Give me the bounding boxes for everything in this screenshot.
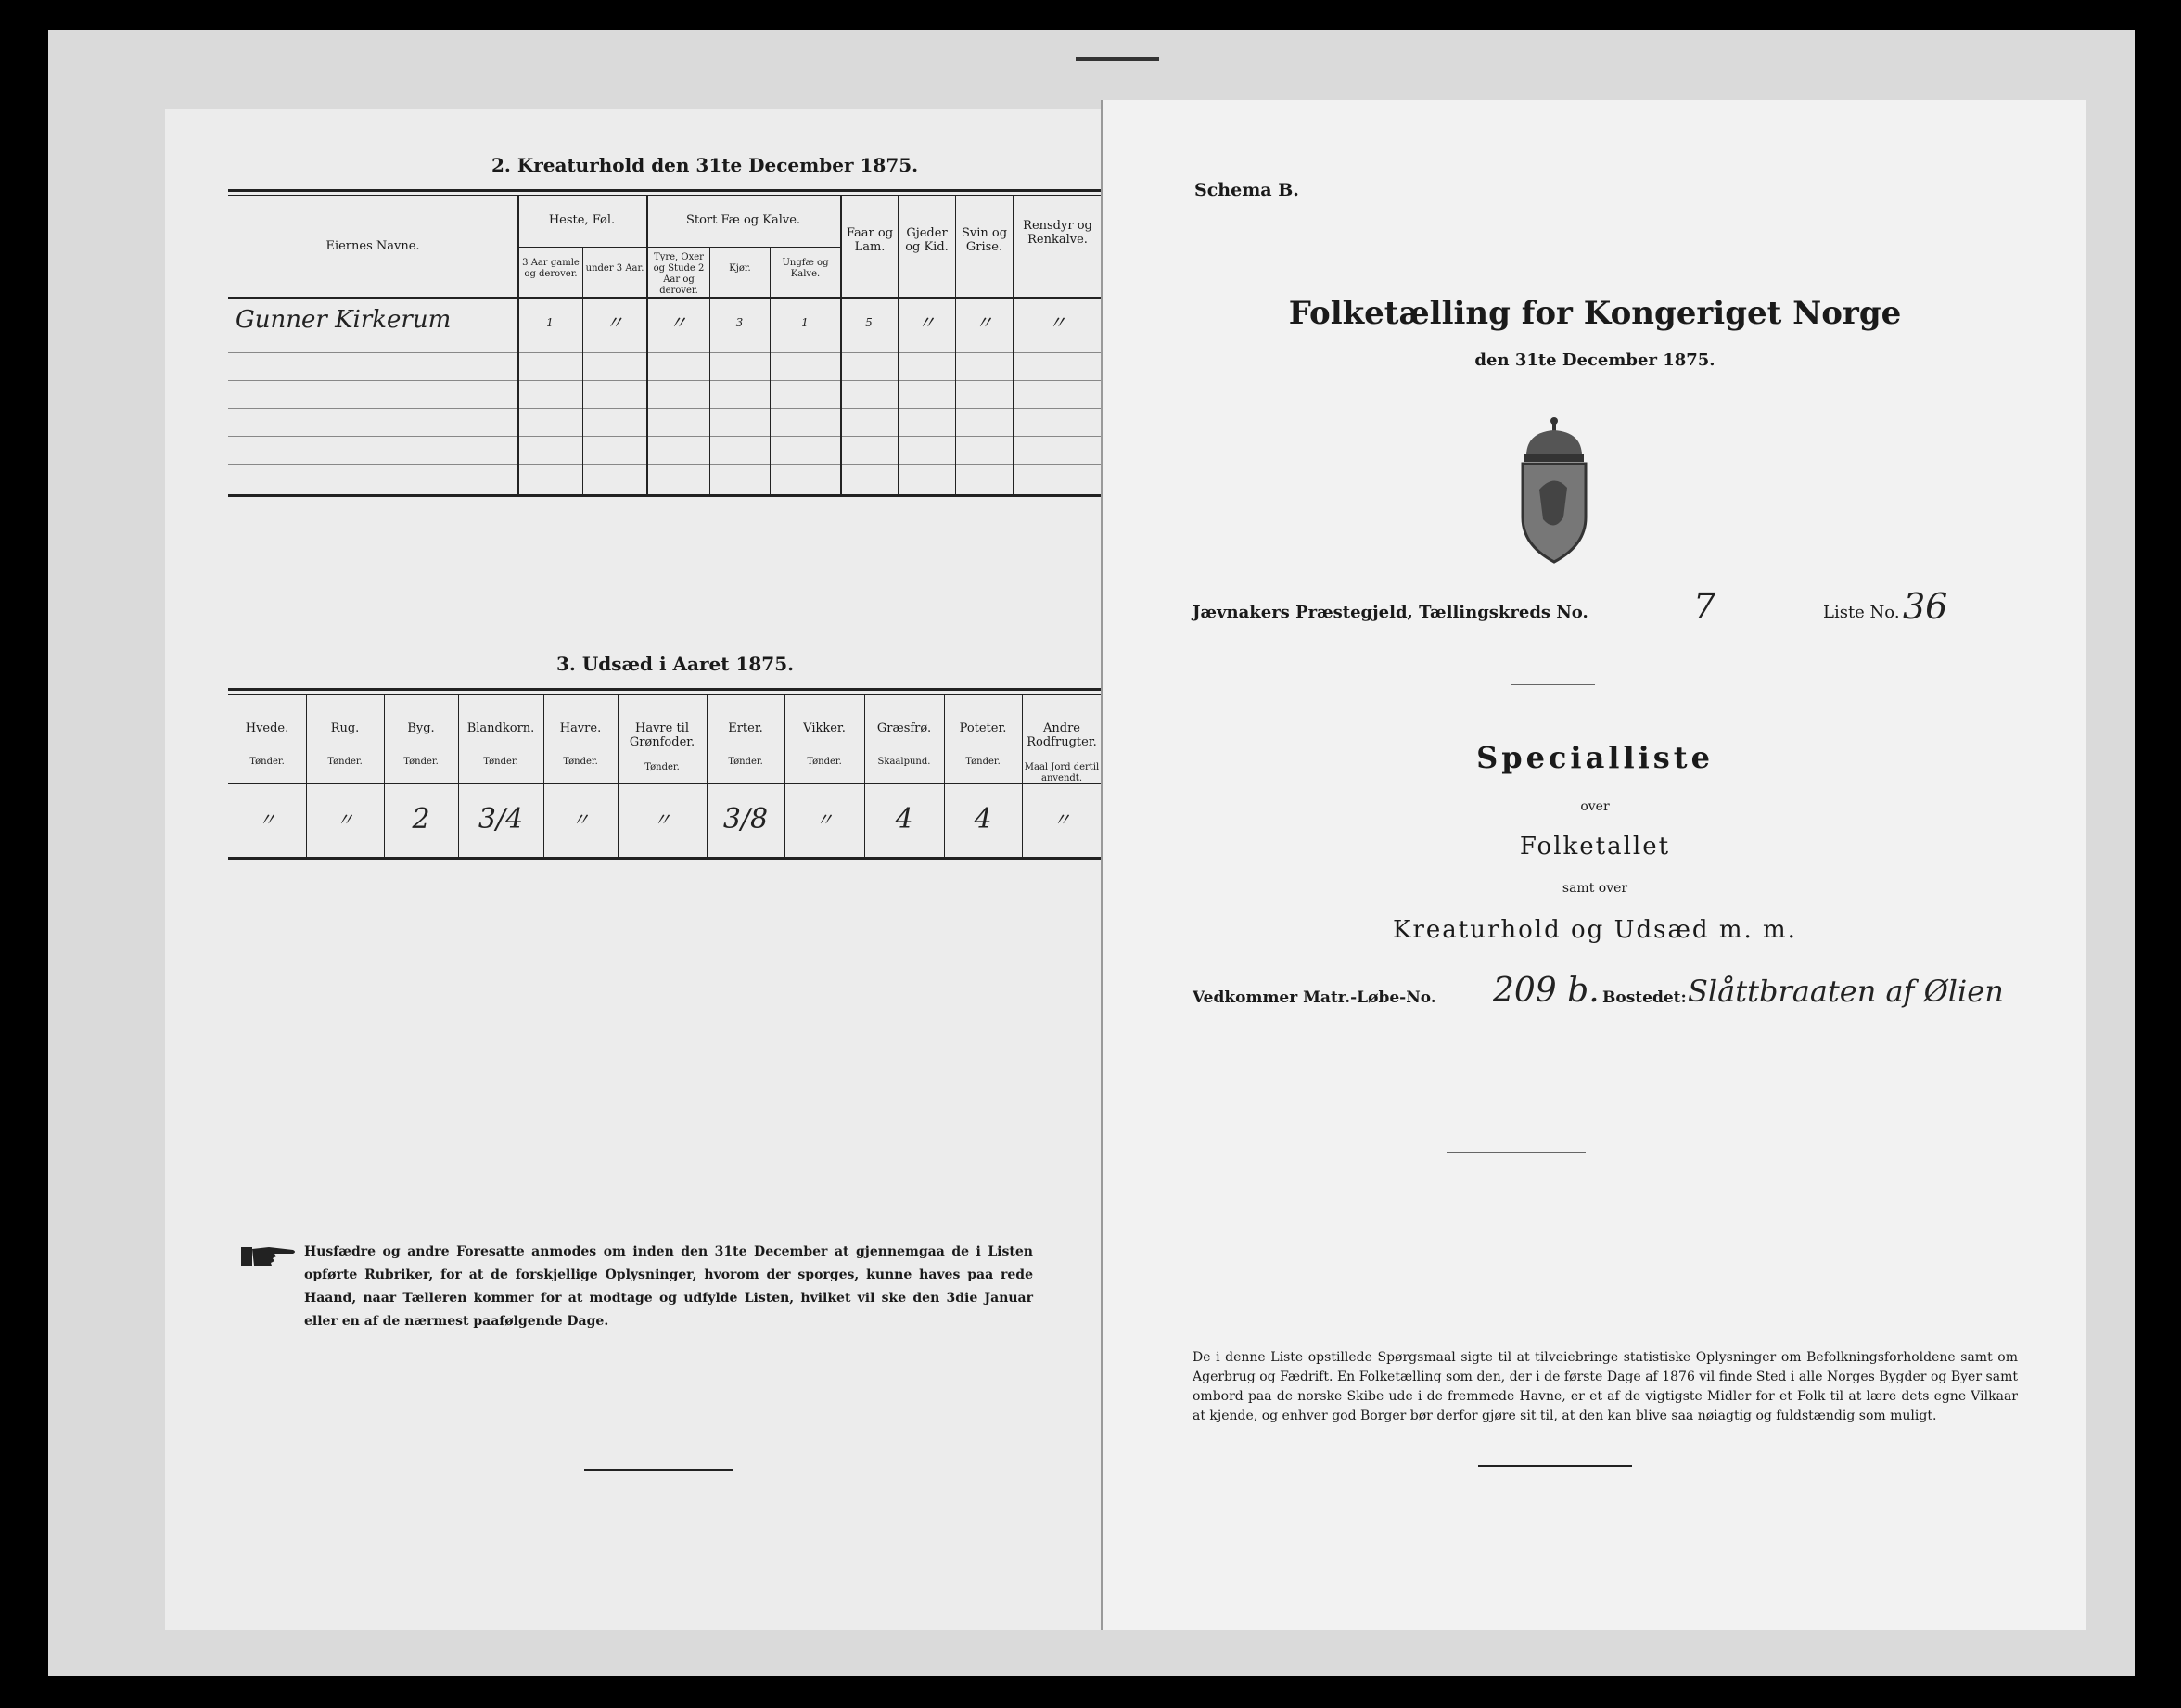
divider xyxy=(1511,684,1595,685)
district-label: Jævnakers Præstegjeld, Tællingskreds No. xyxy=(1193,603,1588,622)
seed-header: Erter. xyxy=(728,721,763,735)
table-rule xyxy=(228,195,1102,196)
coat-of-arms-icon xyxy=(1517,415,1591,564)
row-line xyxy=(228,352,1102,353)
heste-old-value: 1 xyxy=(546,316,554,329)
seed-unit: Tønder. xyxy=(563,757,598,767)
seed-header: Havre til Grønfoder. xyxy=(629,721,695,749)
seed-unit: Tønder. xyxy=(483,757,518,767)
seed-value: 4 xyxy=(895,803,913,835)
seed-value: 〃 xyxy=(815,809,834,831)
rensdyr-header: Rensdyr og Renkalve. xyxy=(1023,219,1092,247)
col-line xyxy=(709,247,710,494)
schema-label: Schema B. xyxy=(1194,180,1299,200)
tyre-value: 〃 xyxy=(669,312,687,334)
table-rule xyxy=(228,694,1102,695)
seed-header: Havre. xyxy=(559,721,602,735)
table-rule xyxy=(228,783,1102,784)
seed-header: Hvede. xyxy=(245,721,289,735)
seed-unit: Tønder. xyxy=(249,757,285,767)
row-line xyxy=(228,408,1102,409)
faar-header: Faar og Lam. xyxy=(846,226,894,254)
bosted-label: Bostedet: xyxy=(1602,988,1687,1007)
seed-unit: Tønder. xyxy=(807,757,842,767)
seed-header: Blandkorn. xyxy=(466,721,535,735)
pointing-hand-icon xyxy=(241,1244,297,1268)
table-rule xyxy=(228,189,1102,192)
seed-value: 〃 xyxy=(1052,809,1071,831)
section3-title: 3. Udsæd i Aaret 1875. xyxy=(556,653,795,675)
seed-unit: Tønder. xyxy=(728,757,763,767)
col-line xyxy=(770,247,771,494)
divider xyxy=(1447,1152,1586,1153)
seed-header: Byg. xyxy=(407,721,435,735)
col-line xyxy=(646,195,648,494)
table-rule xyxy=(228,688,1102,691)
heste-header: Heste, Føl. xyxy=(548,213,616,227)
row-line xyxy=(228,380,1102,381)
gjeder-value: 〃 xyxy=(917,312,936,334)
col-line xyxy=(517,195,519,494)
col-line xyxy=(582,247,583,494)
right-page xyxy=(1103,100,2086,1630)
svin-value: 〃 xyxy=(975,312,993,334)
rensdyr-value: 〃 xyxy=(1048,312,1066,334)
owner-header: Eiernes Navne. xyxy=(325,239,420,253)
seed-unit: Tønder. xyxy=(965,757,1001,767)
seed-value: 2 xyxy=(412,803,430,835)
folketallet-text: Folketallet xyxy=(1519,833,1671,860)
notice-text: Husfædre og andre Foresatte anmodes om inden den 31te December at gjennemgaa de i Listen opførte Rubriker, for at de forskjellige Oplysninger, hvorom der sporges, kunne haves paa rede Haand, naar Tælleren kommer for at modtage og udfylde Listen, hvilket vil ske den 3die Januar eller en af de nærmest paafølgende Dage. xyxy=(304,1244,1033,1329)
ungfae-value: 1 xyxy=(801,316,809,329)
seed-header: Græsfrø. xyxy=(876,721,932,735)
scan-edge-mark xyxy=(1076,57,1159,61)
matr-number: 209 b. xyxy=(1493,972,1600,1010)
seed-value: 〃 xyxy=(258,809,276,831)
seed-value: 〃 xyxy=(571,809,590,831)
main-title: Folketælling for Kongeriget Norge xyxy=(1288,295,1902,332)
table-rule xyxy=(228,494,1102,497)
heste-young-value: 〃 xyxy=(605,312,624,334)
liste-label: Liste No. xyxy=(1823,603,1900,622)
samt-over-text: samt over xyxy=(1562,881,1628,896)
heste-old-subheader: 3 Aar gamle og derover. xyxy=(522,258,580,279)
seed-unit: Skaalpund. xyxy=(877,757,931,767)
matr-label: Vedkommer Matr.-Løbe-No. xyxy=(1193,988,1436,1007)
faar-value: 5 xyxy=(865,316,873,329)
seed-header: Rug. xyxy=(330,721,360,735)
section2-title: 2. Kreaturhold den 31te December 1875. xyxy=(491,154,919,176)
seed-unit: Tønder. xyxy=(403,757,439,767)
seed-unit: Tønder. xyxy=(327,757,363,767)
over-text: over xyxy=(1580,799,1610,814)
seed-header: Poteter. xyxy=(959,721,1007,735)
liste-number: 36 xyxy=(1903,586,1948,627)
district-number: 7 xyxy=(1693,586,1716,627)
seed-header: Vikker. xyxy=(803,721,846,735)
seed-value: 3/4 xyxy=(478,803,524,835)
date-line: den 31te December 1875. xyxy=(1474,351,1715,370)
bosted-value: Slåttbraaten af Ølien xyxy=(1688,974,2004,1009)
table-rule xyxy=(228,857,1102,860)
seed-value: 4 xyxy=(974,803,992,835)
subheader-line xyxy=(517,247,840,248)
ungfae-subheader: Ungfæ og Kalve. xyxy=(782,258,829,279)
tyre-subheader: Tyre, Oxer og Stude 2 Aar og derover. xyxy=(653,252,705,296)
table-rule xyxy=(228,297,1102,299)
owner-name: Gunner Kirkerum xyxy=(236,306,452,334)
specialliste-title: Specialliste xyxy=(1476,740,1714,775)
heste-young-subheader: under 3 Aar. xyxy=(585,263,644,274)
row-line xyxy=(228,436,1102,437)
kjor-value: 3 xyxy=(735,316,744,329)
seed-value: 〃 xyxy=(336,809,354,831)
stort-fae-header: Stort Fæ og Kalve. xyxy=(685,213,801,227)
gjeder-header: Gjeder og Kid. xyxy=(905,226,949,254)
svin-header: Svin og Grise. xyxy=(961,226,1008,254)
divider xyxy=(1478,1465,1632,1467)
seed-value: 〃 xyxy=(653,809,671,831)
kjor-subheader: Kjør. xyxy=(729,263,751,274)
seed-value: 3/8 xyxy=(722,803,769,835)
seed-unit: Tønder. xyxy=(644,762,680,772)
seed-header: Andre Rodfrugter. xyxy=(1027,721,1097,749)
left-page xyxy=(165,109,1102,1630)
seed-unit: Maal Jord dertil anvendt. xyxy=(1024,762,1100,784)
divider xyxy=(584,1469,733,1471)
row-line xyxy=(228,464,1102,465)
kreaturhold-text: Kreaturhold og Udsæd m. m. xyxy=(1393,916,1797,944)
footer-text: De i denne Liste opstillede Spørgsmaal sigte til at tilveiebringe statistiske Oplysninger om Befolkningsforholdene samt om Agerbrug og Fædrift. En Folketælling som den, der i de første Dage af 1876 vil finde Sted i alle Norges Bygder og Byer samt ombord paa de norske Skibe ude i de fremmede Havne, er et af de vigtigste Midler for et Folk til at lære dets egne Vilkaar at kjende, og enhver god Borger bør derfor gjøre sit til, at den kan blive saa nøiagtig og fuldstændig som muligt. xyxy=(1193,1350,2018,1423)
